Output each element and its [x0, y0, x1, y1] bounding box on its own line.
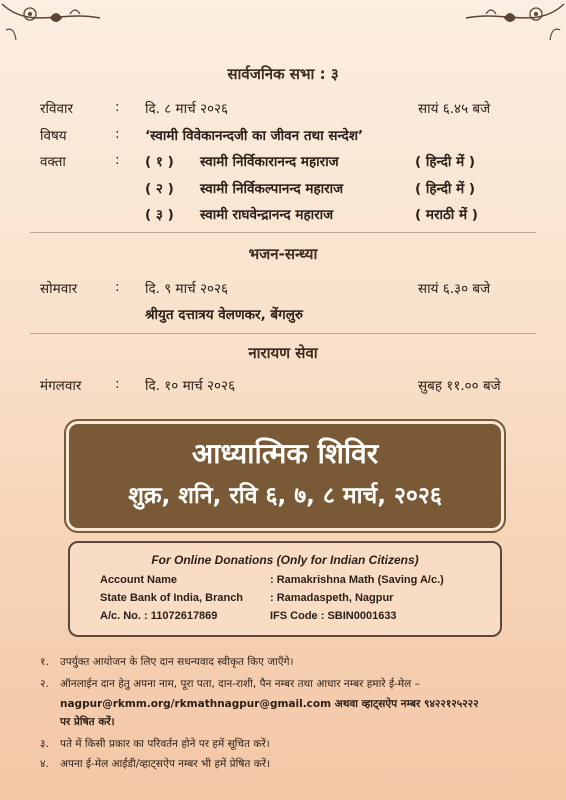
speaker-num: ( १ ) [145, 154, 174, 170]
donation-field-label: State Bank of India, Branch [100, 592, 244, 604]
donation-field-label: Account Name [100, 574, 178, 586]
sabha-title: सार्वजनिक सभा : ३ [227, 65, 339, 83]
speaker-name: स्वामी निर्विकारानन्द महाराज [200, 154, 339, 170]
divider [30, 333, 536, 334]
donation-field-value: : Ramadaspeth, Nagpur [270, 592, 394, 604]
event-date: दि. ९ मार्च २०२६ [145, 281, 229, 297]
note-number: २. [40, 678, 49, 690]
subject-text: ‘स्वामी विवेकानन्दजी का जीवन तथा सन्देश’ [145, 128, 364, 144]
day-label: मंगलवार [40, 378, 82, 394]
note-text: nagpur@rkmm.org/rkmathnagpur@gmail.com अथवा व्हाट्सऐप नम्बर ९४२२१२५२२२ [60, 698, 479, 710]
shivir-banner [66, 421, 504, 531]
sabha-subject-row [40, 126, 530, 148]
ifs-code: IFS Code : SBIN0001633 [270, 610, 397, 622]
speaker-row [40, 205, 530, 227]
donation-box [68, 541, 502, 637]
bhajan-title: भजन-सन्ध्या [248, 245, 318, 263]
note-text: पते में किसी प्रकार का परिवर्तन होने पर हमें सूचित करें। [60, 738, 270, 750]
colon: : [115, 279, 120, 295]
note-number: ४. [40, 758, 49, 770]
donation-field-value: : Ramakrishna Math (Saving A/c.) [270, 574, 444, 586]
speaker-lang: ( हिन्दी में ) [415, 154, 476, 170]
seva-title: नारायण सेवा [248, 344, 318, 362]
speaker-lang: ( हिन्दी में ) [415, 181, 476, 197]
speaker-name: स्वामी निर्विकल्पानन्द महाराज [200, 181, 344, 197]
speaker-num: ( ३ ) [145, 207, 174, 223]
shivir-title: आध्यात्मिक शिविर [191, 437, 379, 470]
donation-title: For Online Donations (Only for Indian Citizens) [151, 553, 419, 567]
note-number: १. [40, 656, 49, 668]
colon: : [115, 126, 120, 142]
note-text: उपर्युक्त आयोजन के लिए दान सधन्यवाद स्वीकृत किए जाएँगे। [60, 656, 294, 668]
day-label: रविवार [40, 101, 74, 117]
speaker-row [40, 179, 530, 201]
event-date: दि. ८ मार्च २०२६ [145, 101, 229, 117]
speaker-lang: ( मराठी में ) [415, 207, 478, 223]
note-text: पर प्रेषित करें। [60, 716, 115, 728]
sabha-date-row [40, 99, 530, 121]
shivir-dates: शुक्र, शनि, रवि ६, ७, ८ मार्च, २०२६ [128, 483, 442, 509]
colon: : [115, 376, 120, 392]
floral-ornament-icon [0, 0, 110, 50]
event-time: सायं ६.३० बजे [418, 281, 491, 297]
divider [30, 232, 536, 233]
bhajan-artist-row [40, 305, 530, 327]
event-date: दि. १० मार्च २०२६ [145, 378, 236, 394]
note-number: ३. [40, 738, 49, 750]
speaker-name: स्वामी राघवेन्द्रानन्द महाराज [200, 207, 334, 223]
speaker-label: वक्ता [40, 154, 66, 170]
artist-name: श्रीयुत दत्तात्रय वेलणकर, बेंगलुरु [145, 307, 303, 323]
colon: : [115, 152, 120, 168]
floral-ornament-icon [456, 0, 566, 50]
event-time: सायं ६.४५ बजे [418, 101, 491, 117]
bhajan-date-row [40, 279, 530, 301]
speaker-num: ( २ ) [145, 181, 174, 197]
seva-date-row [40, 376, 530, 398]
account-number: A/c. No. : 11072617869 [100, 610, 218, 622]
colon: : [115, 99, 120, 115]
note-text: ऑनलाईन दान हेतु अपना नाम, पूरा पता, दान-राशी, पैन नम्बर तथा आधार नम्बर हमारे ई-मेल – [60, 678, 420, 690]
event-time: सुबह ११.०० बजे [418, 378, 501, 394]
day-label: सोमवार [40, 281, 78, 297]
note-text: अपना ई-मेल आईडी/व्हाट्सऐप नम्बर भी हमें प्रेषित करें। [60, 758, 271, 770]
speaker-row [40, 152, 530, 174]
subject-label: विषय [40, 128, 67, 144]
